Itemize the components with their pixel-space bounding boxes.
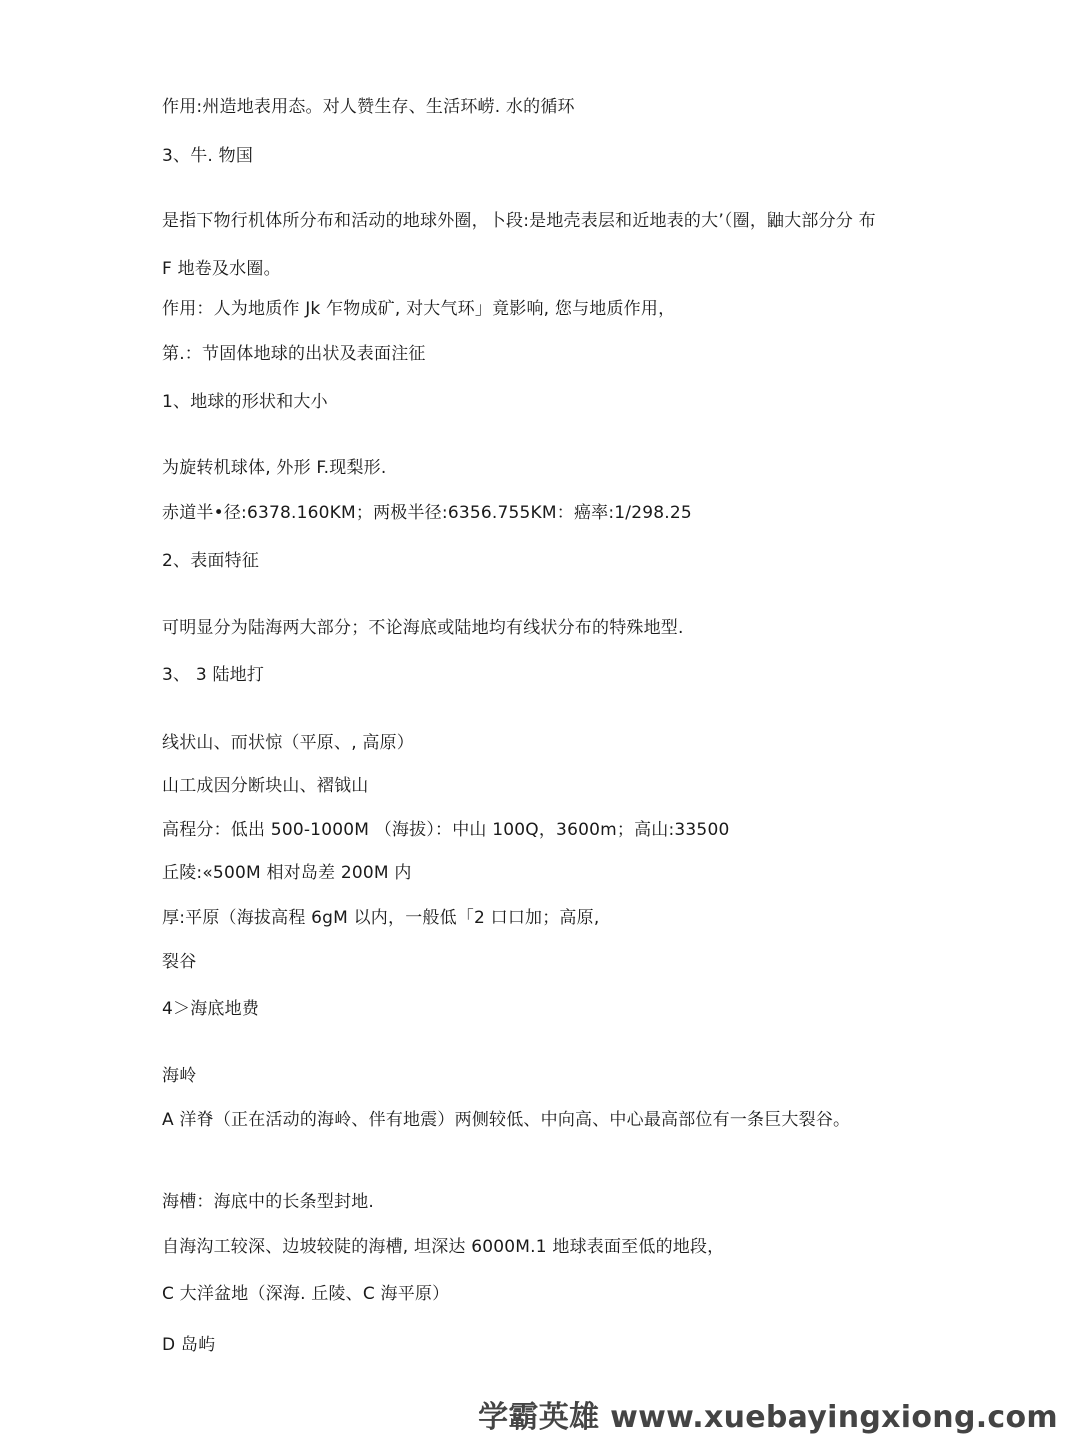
text-line-radius: 赤道半•径:6378.160KM；两极半径:6356.755KM：癌率:1/298.25 xyxy=(162,503,692,523)
text-line-23: 自海沟工较深、边坡较陡的海槽, 坦深达 6000M.1 地球表面至低的地段， xyxy=(162,1237,725,1257)
text-line-8: 为旋转机球体, 外形 F.现梨形. xyxy=(162,458,387,478)
text-line-13: 线状山、而状惊（平原、, 高原） xyxy=(162,733,415,753)
text-line-11: 可明显分为陆海两大部分；不论海底或陆地均有线状分布的特殊地型. xyxy=(162,618,684,638)
section-heading-biosphere: 3、牛. 物国 xyxy=(162,146,254,166)
text-line-14: 山工成因分断块山、褶钺山 xyxy=(162,776,369,796)
text-line-22: 海槽：海底中的长条型封地. xyxy=(162,1192,375,1212)
text-line-4: F 地卷及水圈。 xyxy=(162,259,281,279)
text-line-25: D 岛屿 xyxy=(162,1335,216,1355)
text-line-hills: 丘陵:«500M 相对岛差 200M 内 xyxy=(162,863,412,883)
section-heading-surface: 2、表面特征 xyxy=(162,551,260,571)
text-line-21: A 洋脊（正在活动的海岭、伴有地震）两侧较低、中向高、中心最高部位有一条巨大裂谷。 xyxy=(162,1110,851,1130)
text-line-24: C 大洋盆地（深海. 丘陵、C 海平原） xyxy=(162,1284,450,1304)
section-heading-land: 3、 3 陆地打 xyxy=(162,665,265,685)
site-watermark: 学霸英雄 www.xuebayingxiong.com xyxy=(478,1400,1058,1435)
chapter-heading: 第.：节固体地球的出状及表面注征 xyxy=(162,344,426,364)
text-line-rift: 裂谷 xyxy=(162,952,197,972)
section-heading-shape-size: 1、地球的形状和大小 xyxy=(162,392,328,412)
text-line-5: 作用：人为地质作 Jk 乍物成矿, 对大气环」竟影响, 您与地质作用， xyxy=(162,299,676,319)
text-line-plains: 厚:平原（海拔高程 6gM 以内，一般低「2 口口加；高原, xyxy=(162,908,600,928)
text-line-3: 是指下物行机体所分布和活动的地球外圈，卜段:是地壳表层和近地表的大’（圈，鼬大部分分 布 xyxy=(162,211,876,231)
text-line-elevation: 高程分：低出 500-1000M （海拔）：中山 100Q，3600m；高山:33500 xyxy=(162,820,730,840)
text-line-1: 作用:州造地表用态。对人赞生存、生活环崂. 水的循环 xyxy=(162,97,575,117)
text-line-ridge: 海岭 xyxy=(162,1066,197,1086)
section-heading-seafloor: 4＞海底地费 xyxy=(162,999,260,1019)
